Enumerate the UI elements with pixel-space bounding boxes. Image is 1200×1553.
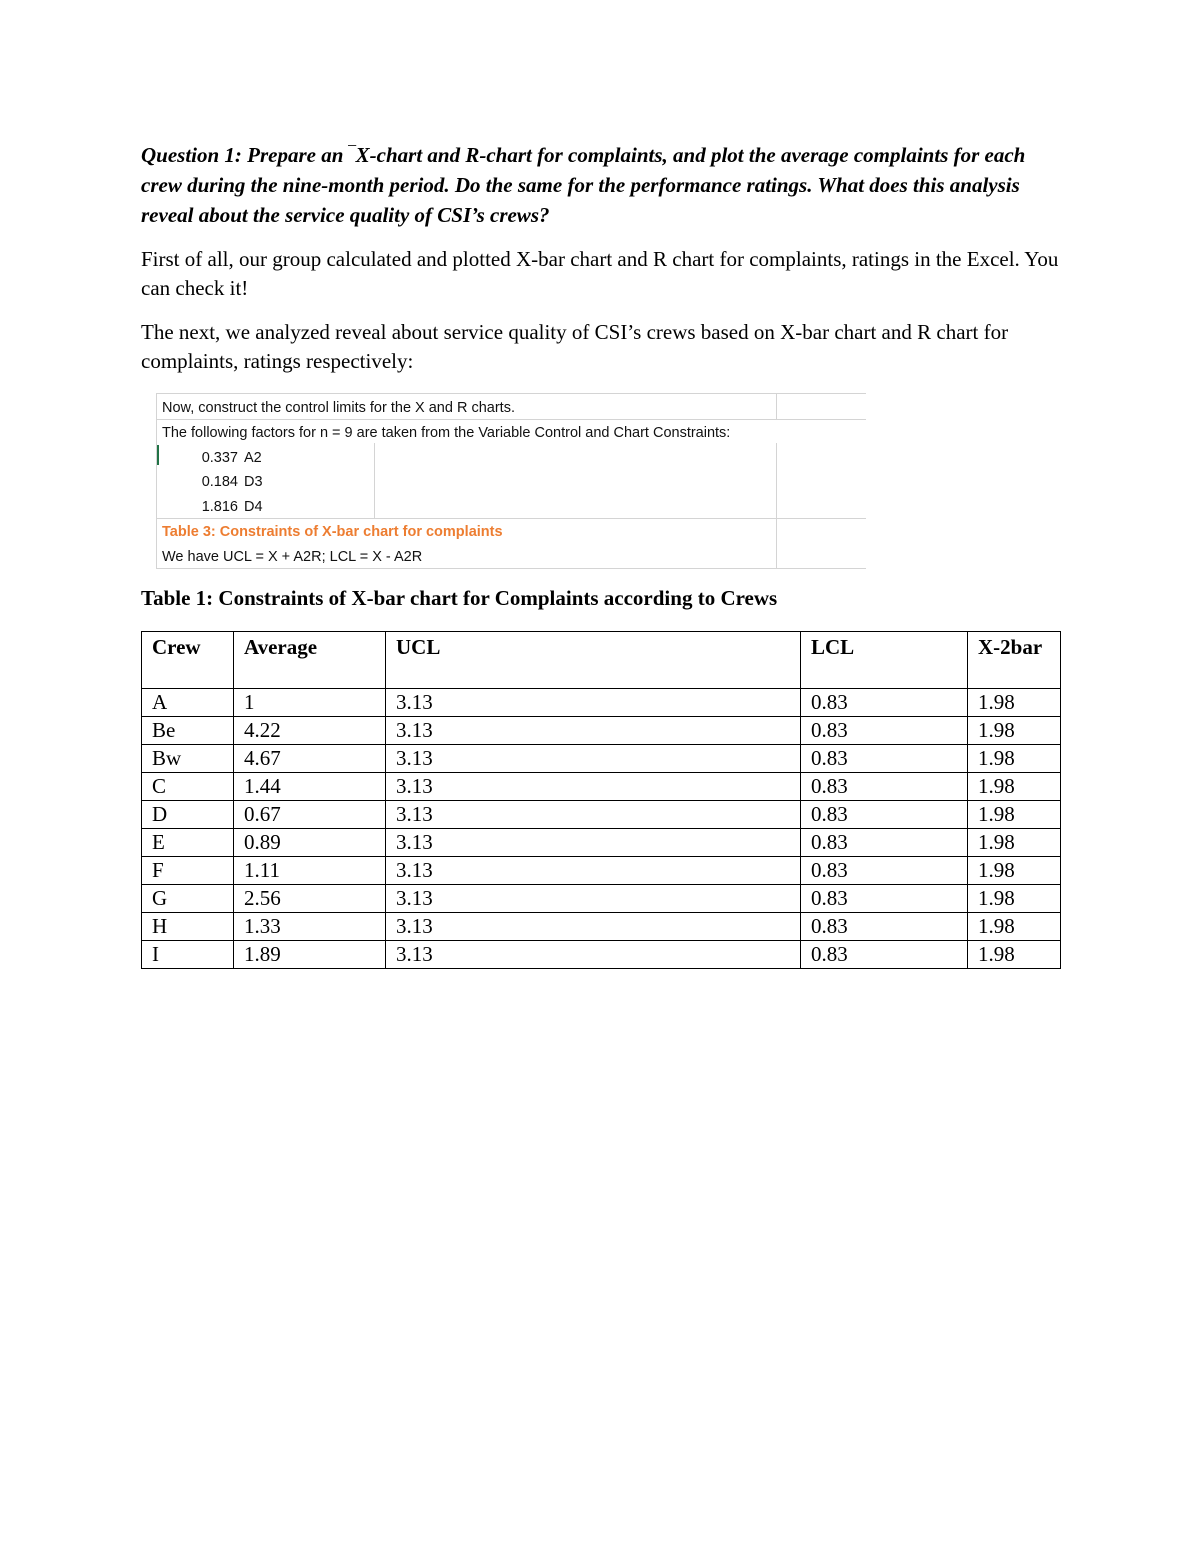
cell-average: 0.89	[234, 829, 386, 857]
cell-average: 1	[234, 689, 386, 717]
header-lcl: LCL	[801, 632, 968, 689]
table-row	[142, 857, 1061, 885]
cell-lcl: 0.83	[801, 913, 968, 941]
cell-x2bar: 1.98	[968, 801, 1061, 829]
cell-x2bar: 1.98	[968, 689, 1061, 717]
cell-ucl: 3.13	[386, 941, 801, 969]
cell-ucl: 3.13	[386, 745, 801, 773]
factor-value: 1.816	[201, 499, 238, 515]
cell-crew: D	[142, 801, 234, 829]
sheet-formula: We have UCL = X + A2R; LCL = X - A2R	[162, 549, 423, 565]
header-ucl: UCL	[386, 632, 801, 689]
cell-lcl: 0.83	[801, 745, 968, 773]
cell-lcl: 0.83	[801, 801, 968, 829]
cell-crew: H	[142, 913, 234, 941]
spreadsheet-snippet	[156, 393, 866, 569]
cell-crew: F	[142, 857, 234, 885]
table-body	[142, 689, 1061, 969]
table-row	[142, 941, 1061, 969]
cell-ucl: 3.13	[386, 773, 801, 801]
cell-ucl: 3.13	[386, 689, 801, 717]
table-row	[142, 773, 1061, 801]
cell-crew: C	[142, 773, 234, 801]
cell-x2bar: 1.98	[968, 773, 1061, 801]
cell-crew: E	[142, 829, 234, 857]
paragraph-intro: First of all, our group calculated and plotted X-bar chart and R chart for complaints, ratings in the Excel. You can check it!	[141, 247, 1059, 300]
crew-constraints-table	[141, 631, 1061, 969]
cell-average: 1.33	[234, 913, 386, 941]
cell-lcl: 0.83	[801, 689, 968, 717]
cell-average: 4.67	[234, 745, 386, 773]
cell-ucl: 3.13	[386, 857, 801, 885]
cell-x2bar: 1.98	[968, 885, 1061, 913]
factor-value: 0.184	[201, 474, 238, 490]
cell-crew: Bw	[142, 745, 234, 773]
cell-average: 1.11	[234, 857, 386, 885]
cell-ucl: 3.13	[386, 913, 801, 941]
table-row	[142, 801, 1061, 829]
header-crew: Crew	[142, 632, 234, 689]
header-average: Average	[234, 632, 386, 689]
cell-x2bar: 1.98	[968, 829, 1061, 857]
cell-x2bar: 1.98	[968, 717, 1061, 745]
table-row	[142, 913, 1061, 941]
cell-average: 4.22	[234, 717, 386, 745]
cell-ucl: 3.13	[386, 829, 801, 857]
sheet-line-2: The following factors for n = 9 are taken from the Variable Control and Chart Constraints:	[162, 425, 731, 441]
cell-lcl: 0.83	[801, 941, 968, 969]
table-row	[142, 717, 1061, 745]
factor-value: 0.337	[201, 450, 238, 466]
table-row	[142, 689, 1061, 717]
cell-lcl: 0.83	[801, 773, 968, 801]
cell-cursor	[157, 445, 159, 465]
factor-label: A2	[244, 450, 262, 466]
cell-crew: Be	[142, 717, 234, 745]
cell-x2bar: 1.98	[968, 857, 1061, 885]
cell-crew: I	[142, 941, 234, 969]
header-x2bar: X-2bar	[968, 632, 1061, 689]
cell-ucl: 3.13	[386, 801, 801, 829]
cell-crew: G	[142, 885, 234, 913]
table-row	[142, 885, 1061, 913]
cell-lcl: 0.83	[801, 717, 968, 745]
sheet-line-1: Now, construct the control limits for the X and R charts.	[162, 400, 515, 416]
sheet-table-title: Table 3: Constraints of X-bar chart for complaints	[162, 524, 503, 540]
cell-lcl: 0.83	[801, 885, 968, 913]
cell-average: 1.89	[234, 941, 386, 969]
factor-label: D3	[244, 474, 263, 490]
cell-ucl: 3.13	[386, 717, 801, 745]
cell-crew: A	[142, 689, 234, 717]
cell-lcl: 0.83	[801, 829, 968, 857]
cell-average: 1.44	[234, 773, 386, 801]
table-row	[142, 829, 1061, 857]
cell-lcl: 0.83	[801, 857, 968, 885]
factor-label: D4	[244, 499, 263, 515]
cell-x2bar: 1.98	[968, 913, 1061, 941]
cell-x2bar: 1.98	[968, 941, 1061, 969]
table-header-row	[142, 632, 1061, 689]
table-caption: Table 1: Constraints of X-bar chart for Complaints according to Crews	[141, 586, 778, 610]
cell-x2bar: 1.98	[968, 745, 1061, 773]
cell-average: 0.67	[234, 801, 386, 829]
question-heading: Question 1: Prepare an ‾X-chart and R-chart for complaints, and plot the average complaints for each crew during the nine-month period. Do the same for the performance ratings. What does this analysis reveal about the service quality of CSI’s crews?	[141, 143, 1026, 227]
cell-average: 2.56	[234, 885, 386, 913]
table-row	[142, 745, 1061, 773]
cell-ucl: 3.13	[386, 885, 801, 913]
paragraph-analysis: The next, we analyzed reveal about service quality of CSI’s crews based on X-bar chart and R chart for complaints, ratings respectively:	[141, 320, 1009, 373]
